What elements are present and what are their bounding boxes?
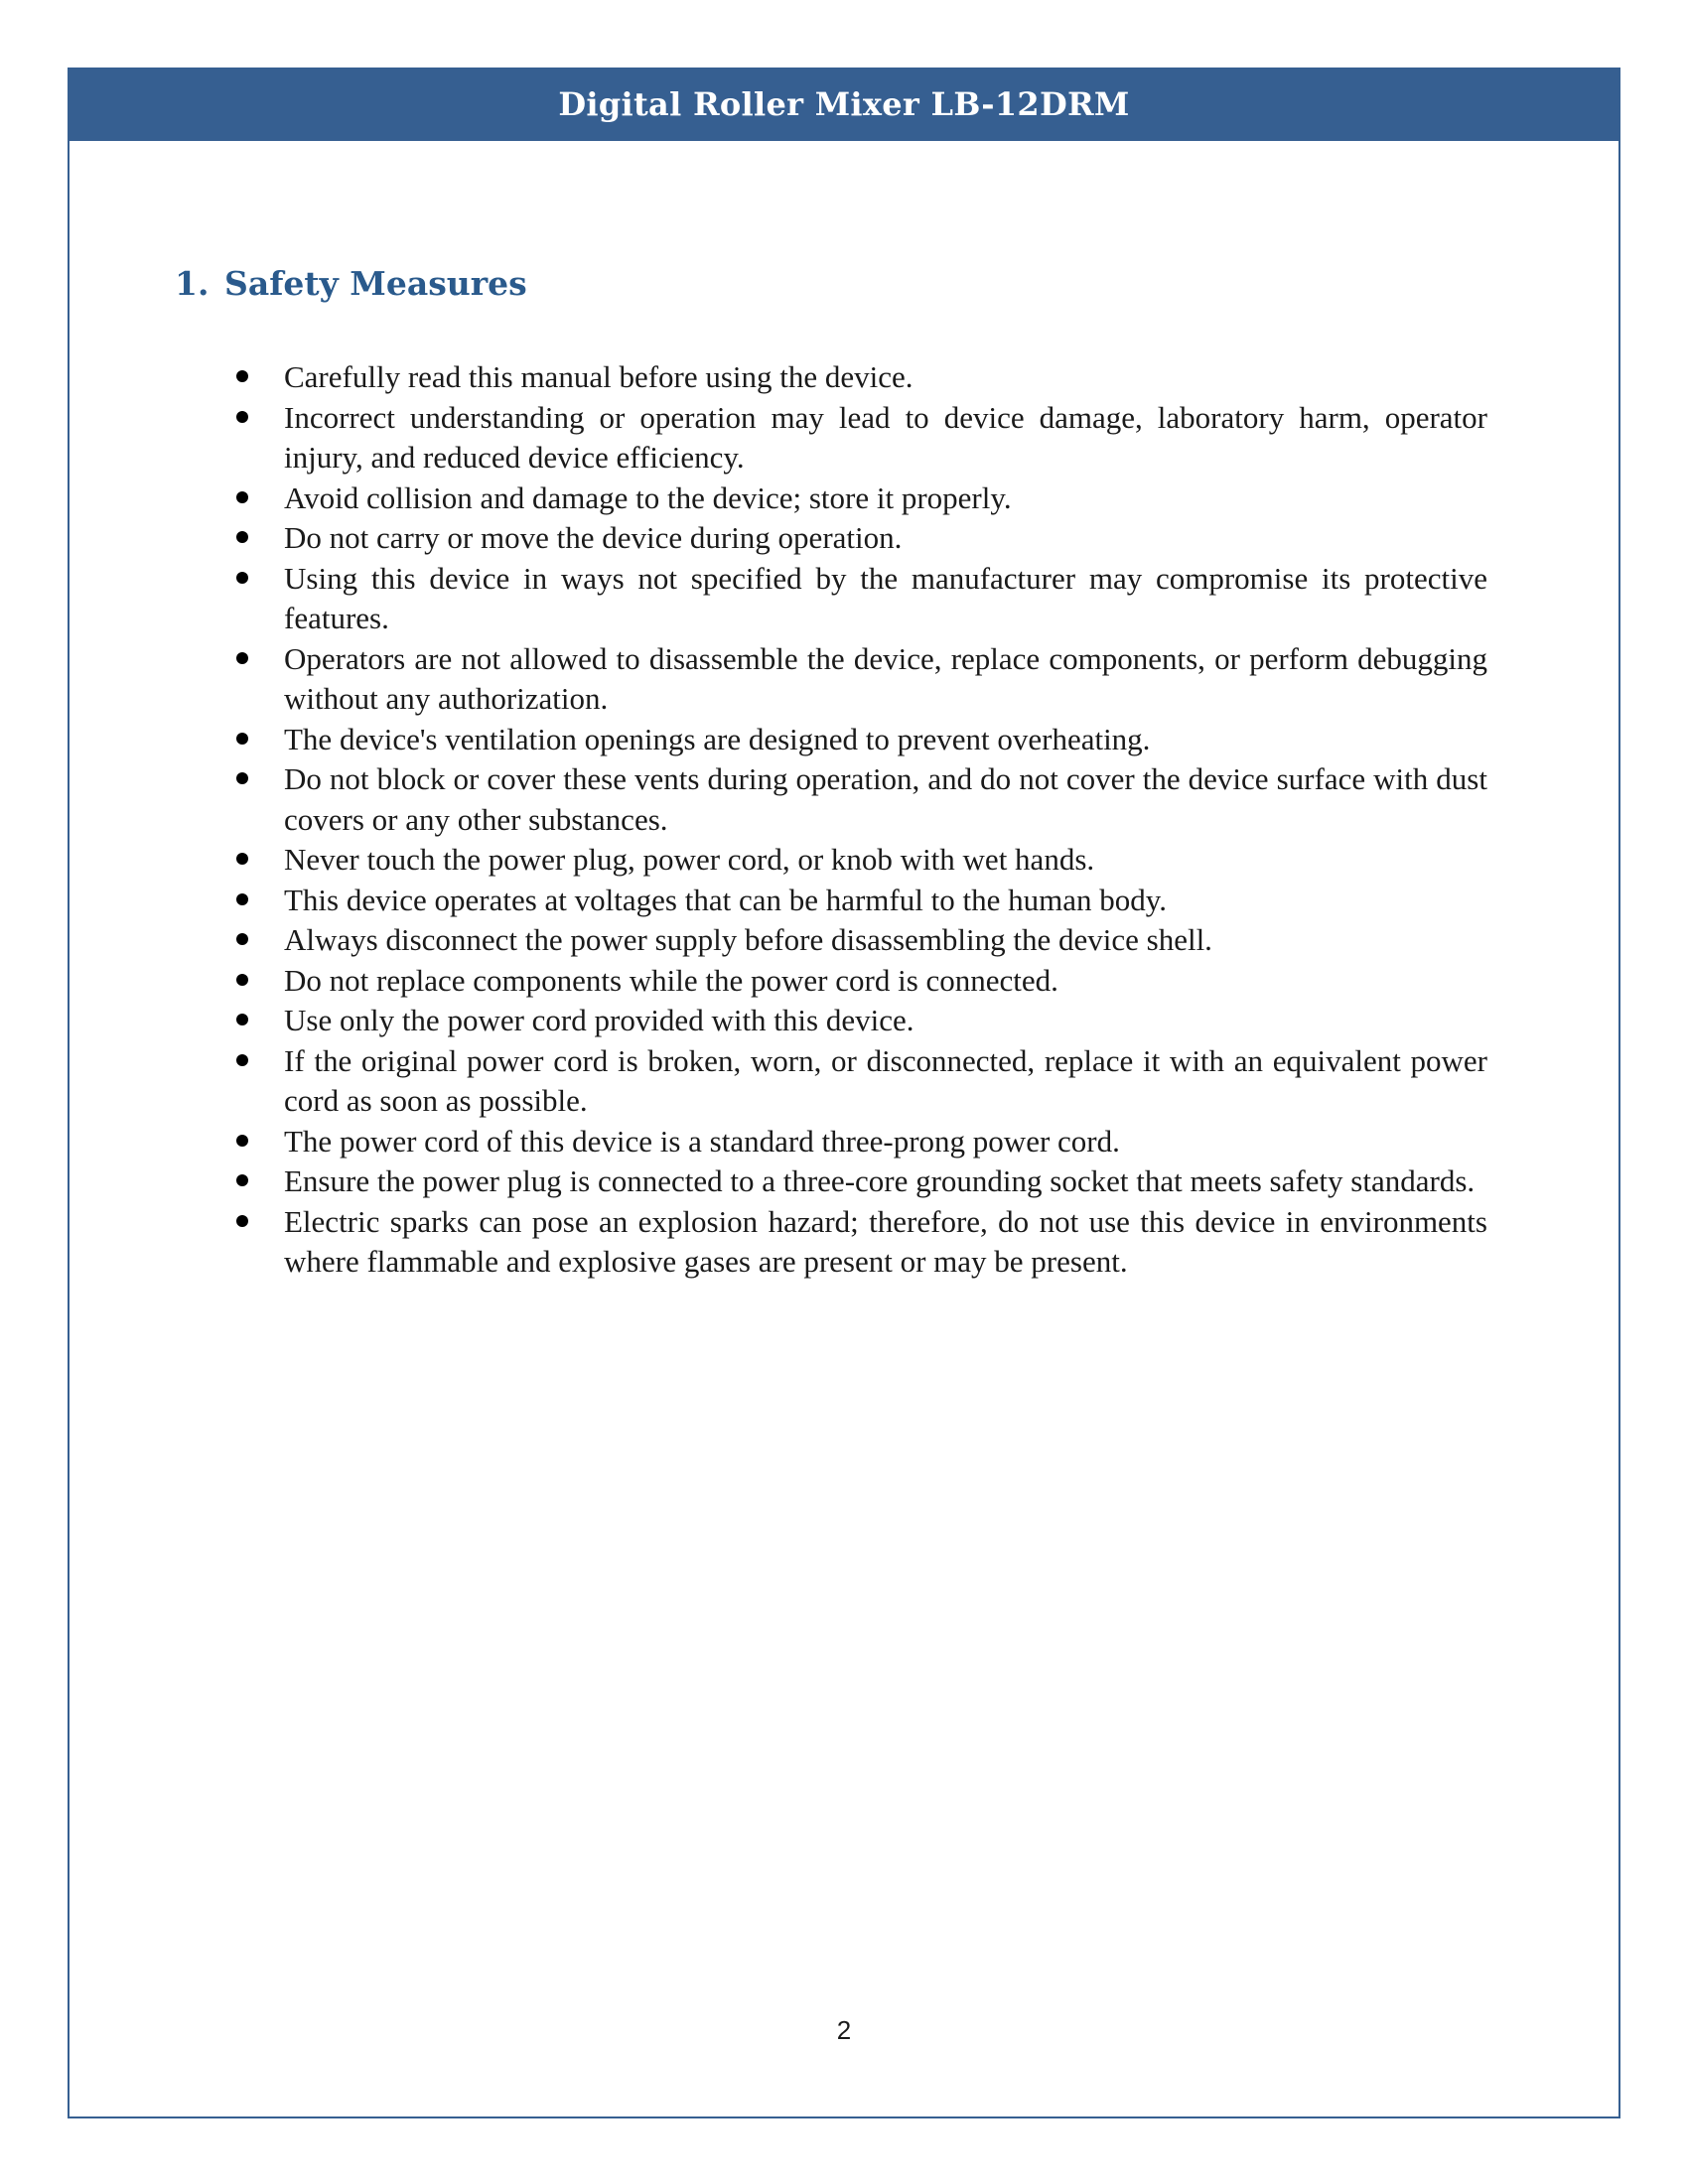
bullet-icon: [236, 572, 248, 584]
bullet-icon: [236, 933, 248, 945]
list-item: [232, 759, 1487, 840]
list-item: [232, 881, 1487, 921]
list-item-text: Carefully read this manual before using the device.: [284, 359, 914, 394]
list-item: [232, 840, 1487, 881]
bullet-icon: [236, 491, 248, 503]
bullet-icon: [236, 772, 248, 784]
list-item-text: Never touch the power plug, power cord, or knob with wet hands.: [284, 842, 1095, 877]
list-item-text: Do not carry or move the device during operation.: [284, 520, 903, 555]
bullet-icon: [236, 974, 248, 986]
list-item: [232, 1001, 1487, 1041]
bullet-icon: [236, 733, 248, 745]
bullet-icon: [236, 652, 248, 664]
list-item: [232, 518, 1487, 559]
list-item: [232, 920, 1487, 961]
bullet-icon: [236, 1135, 248, 1147]
list-item: [232, 639, 1487, 720]
list-item: [232, 357, 1487, 398]
list-item: [232, 1202, 1487, 1283]
section-title: Safety Measures: [224, 264, 527, 303]
list-item-text: Incorrect understanding or operation may lead to device damage, laboratory harm, operator injury, and reduced device efficiency.: [284, 399, 1487, 475]
bullet-icon: [236, 411, 248, 423]
list-item-text: Electric sparks can pose an explosion hazard; therefore, do not use this device in environments where flammable and explosive gases are present or may be present.: [284, 1203, 1487, 1279]
document-header: [68, 68, 1620, 141]
list-item: [232, 559, 1487, 639]
page-number: 2: [836, 2015, 852, 2045]
list-item: [232, 478, 1487, 519]
list-item: [232, 1041, 1487, 1122]
list-item: [232, 961, 1487, 1002]
list-item-text: Always disconnect the power supply before disassembling the device shell.: [284, 922, 1212, 957]
list-item-text: Operators are not allowed to disassemble the device, replace components, or perform debugging without any authorization.: [284, 640, 1487, 716]
list-item-text: The device's ventilation openings are designed to prevent overheating.: [284, 721, 1151, 756]
list-item-text: If the original power cord is broken, worn, or disconnected, replace it with an equivalent power cord as soon as possible.: [284, 1042, 1487, 1118]
list-item: [232, 1122, 1487, 1162]
safety-measures-list: [232, 357, 1487, 1283]
bullet-icon: [236, 1174, 248, 1186]
list-item-text: Do not replace components while the power cord is connected.: [284, 962, 1058, 998]
bullet-icon: [236, 370, 248, 382]
bullet-icon: [236, 1014, 248, 1025]
bullet-icon: [236, 853, 248, 865]
list-item: [232, 1161, 1487, 1202]
list-item-text: Ensure the power plug is connected to a three-core grounding socket that meets safety standards.: [284, 1163, 1476, 1198]
list-item: [232, 720, 1487, 760]
bullet-icon: [236, 1215, 248, 1227]
list-item-text: The power cord of this device is a standard three-prong power cord.: [284, 1123, 1120, 1159]
list-item: [232, 398, 1487, 478]
list-item-text: Avoid collision and damage to the device; store it properly.: [284, 479, 1012, 515]
section-number: 1.: [175, 264, 210, 303]
bullet-icon: [236, 893, 248, 905]
list-item-text: Use only the power cord provided with this device.: [284, 1003, 914, 1037]
bullet-icon: [236, 1054, 248, 1066]
bullet-icon: [236, 531, 248, 543]
list-item-text: Using this device in ways not specified by the manufacturer may compromise its protective features.: [284, 560, 1487, 635]
list-item-text: Do not block or cover these vents during operation, and do not cover the device surface with dust covers or any other substances.: [284, 761, 1487, 837]
list-item-text: This device operates at voltages that can be harmful to the human body.: [284, 882, 1167, 917]
document-title: Digital Roller Mixer LB-12DRM: [558, 85, 1130, 123]
section-heading: [175, 264, 527, 303]
